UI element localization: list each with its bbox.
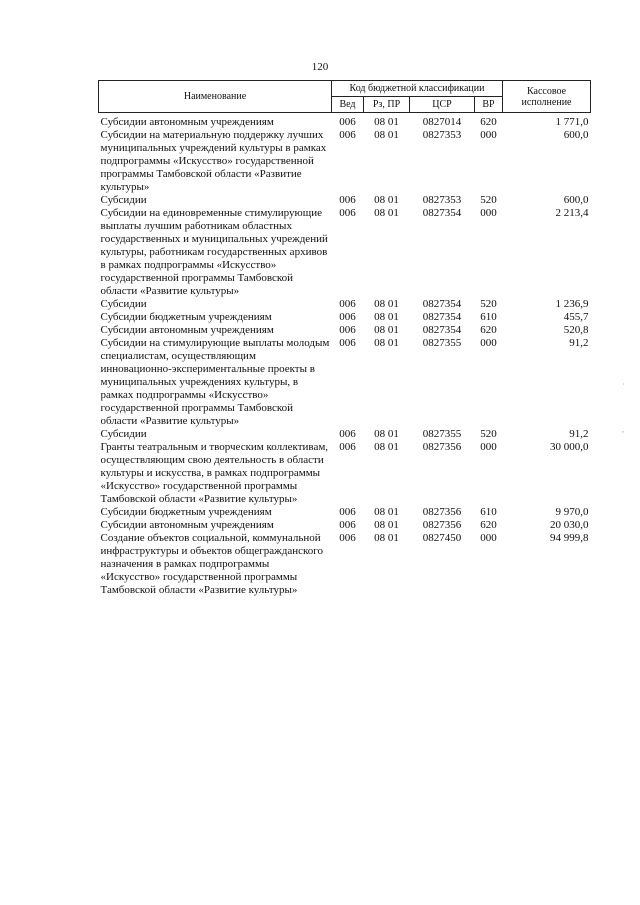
row-amount: 2 213,4 xyxy=(555,207,589,219)
row-name: Субсидии бюджетным учреждениям xyxy=(100,506,272,518)
row-csr: 0827355 xyxy=(422,337,462,349)
row-vr: 000 xyxy=(480,129,497,141)
row-amount: 20 030,0 xyxy=(550,519,589,531)
row-amount: 520,8 xyxy=(563,324,589,336)
row-rz-pr: 08 01 xyxy=(374,298,399,310)
row-name: Субсидии автономным учреждениям xyxy=(100,519,274,531)
header-vr: ВР xyxy=(475,97,503,113)
row-ved: 006 xyxy=(339,298,356,310)
row-rz-pr: 08 01 xyxy=(374,506,399,518)
table-row xyxy=(99,506,591,519)
table-row xyxy=(99,441,591,506)
table-body xyxy=(99,113,591,598)
row-vr: 610 xyxy=(480,311,497,323)
table-row xyxy=(99,532,591,597)
row-name: Субсидии xyxy=(100,194,147,206)
row-vr: 000 xyxy=(480,337,497,349)
header-csr: ЦСР xyxy=(410,97,475,113)
row-name: Субсидии на материальную поддержку лучших муниципальных учреждений культуры в рамках подпрограммы «Искусство» государственной программы Тамбовской области «Развитие культуры» xyxy=(100,129,327,193)
row-ved: 006 xyxy=(339,207,356,219)
table-row xyxy=(99,428,591,441)
row-ved: 006 xyxy=(339,532,356,544)
table-header xyxy=(99,81,591,113)
row-rz-pr: 08 01 xyxy=(374,194,399,206)
row-ved: 006 xyxy=(339,116,356,128)
row-ved: 006 xyxy=(339,519,356,531)
row-vr: 620 xyxy=(480,519,497,531)
table-row xyxy=(99,298,591,311)
row-vr: 610 xyxy=(480,506,497,518)
row-amount: 91,2 xyxy=(569,337,589,349)
row-amount: 600,0 xyxy=(563,194,589,206)
row-csr: 0827014 xyxy=(422,116,462,128)
row-csr: 0827356 xyxy=(422,506,462,518)
row-rz-pr: 08 01 xyxy=(374,519,399,531)
row-csr: 0827354 xyxy=(422,324,462,336)
row-name: Субсидии xyxy=(100,428,147,440)
row-amount: 94 999,8 xyxy=(550,532,589,544)
row-name: Субсидии автономным учреждениям xyxy=(100,116,274,128)
row-ved: 006 xyxy=(339,311,356,323)
row-vr: 000 xyxy=(480,532,497,544)
row-amount: 91,2 xyxy=(569,428,589,440)
row-csr: 0827356 xyxy=(422,441,462,453)
row-vr: 520 xyxy=(480,298,497,310)
row-vr: 000 xyxy=(480,441,497,453)
row-amount: 9 970,0 xyxy=(555,506,589,518)
row-rz-pr: 08 01 xyxy=(374,116,399,128)
row-csr: 0827355 xyxy=(422,428,462,440)
row-csr: 0827450 xyxy=(422,532,462,544)
row-rz-pr: 08 01 xyxy=(374,207,399,219)
row-ved: 006 xyxy=(339,324,356,336)
row-rz-pr: 08 01 xyxy=(374,428,399,440)
row-csr: 0827353 xyxy=(422,194,462,206)
header-rz-pr: Рз, ПР xyxy=(364,97,410,113)
row-csr: 0827354 xyxy=(422,207,462,219)
row-amount: 455,7 xyxy=(563,311,589,323)
row-ved: 006 xyxy=(339,194,356,206)
table-row xyxy=(99,194,591,207)
header-ved: Вед xyxy=(332,97,364,113)
row-csr: 0827354 xyxy=(422,311,462,323)
row-name: Создание объектов социальной, коммунальной инфраструктуры и объектов общегражданского назначения в рамках подпрограммы «Искусство» государственной программы Тамбовской области «Развитие культуры» xyxy=(100,532,324,596)
scan-marks: · , xyxy=(622,380,625,434)
row-csr: 0827353 xyxy=(422,129,462,141)
row-rz-pr: 08 01 xyxy=(374,324,399,336)
row-name: Субсидии бюджетным учреждениям xyxy=(100,311,272,323)
table-row xyxy=(99,207,591,298)
page-number: 120 xyxy=(311,61,329,73)
row-rz-pr: 08 01 xyxy=(374,129,399,141)
row-amount: 1 771,0 xyxy=(555,116,589,128)
row-name: Гранты театральным и творческим коллективам, осуществляющим свою деятельность в области культуры и искусства, в рамках подпрограммы «Искусство» государственной программы Тамбовской области «Развитие культуры» xyxy=(100,441,329,505)
row-vr: 000 xyxy=(480,207,497,219)
row-ved: 006 xyxy=(339,337,356,349)
budget-table xyxy=(98,80,591,597)
row-ved: 006 xyxy=(339,441,356,453)
row-csr: 0827354 xyxy=(422,298,462,310)
row-rz-pr: 08 01 xyxy=(374,441,399,453)
table-row xyxy=(99,337,591,428)
header-code-group: Код бюджетной классификации xyxy=(332,81,503,97)
row-ved: 006 xyxy=(339,506,356,518)
row-amount: 1 236,9 xyxy=(555,298,589,310)
row-vr: 620 xyxy=(480,116,497,128)
row-vr: 520 xyxy=(480,194,497,206)
row-vr: 620 xyxy=(480,324,497,336)
table-row xyxy=(99,324,591,337)
header-name: Наименование xyxy=(99,81,332,113)
header-amount: Кассовое исполнение xyxy=(503,81,591,113)
row-rz-pr: 08 01 xyxy=(374,532,399,544)
row-ved: 006 xyxy=(339,129,356,141)
row-rz-pr: 08 01 xyxy=(374,337,399,349)
table-row xyxy=(99,311,591,324)
row-amount: 30 000,0 xyxy=(550,441,589,453)
row-name: Субсидии автономным учреждениям xyxy=(100,324,274,336)
row-name: Субсидии на единовременные стимулирующие выплаты лучшим работникам областных государственных и муниципальных учреждений культуры, работникам государственных архивов в рамках подпрограммы «Искусство» государственной программы Тамбовской области «Развитие культуры» xyxy=(100,207,328,297)
row-rz-pr: 08 01 xyxy=(374,311,399,323)
row-ved: 006 xyxy=(339,428,356,440)
table-row xyxy=(99,519,591,532)
row-vr: 520 xyxy=(480,428,497,440)
row-csr: 0827356 xyxy=(422,519,462,531)
row-name: Субсидии на стимулирующие выплаты молодым специалистам, осуществляющим инновационно-экспериментальные проекты в муниципальных учреждениях культуры, в рамках подпрограммы «Искусство» государственной программы Тамбовской области «Развитие культуры» xyxy=(100,337,330,427)
row-name: Субсидии xyxy=(100,298,147,310)
table-row xyxy=(99,113,591,130)
row-amount: 600,0 xyxy=(563,129,589,141)
table-row xyxy=(99,129,591,194)
